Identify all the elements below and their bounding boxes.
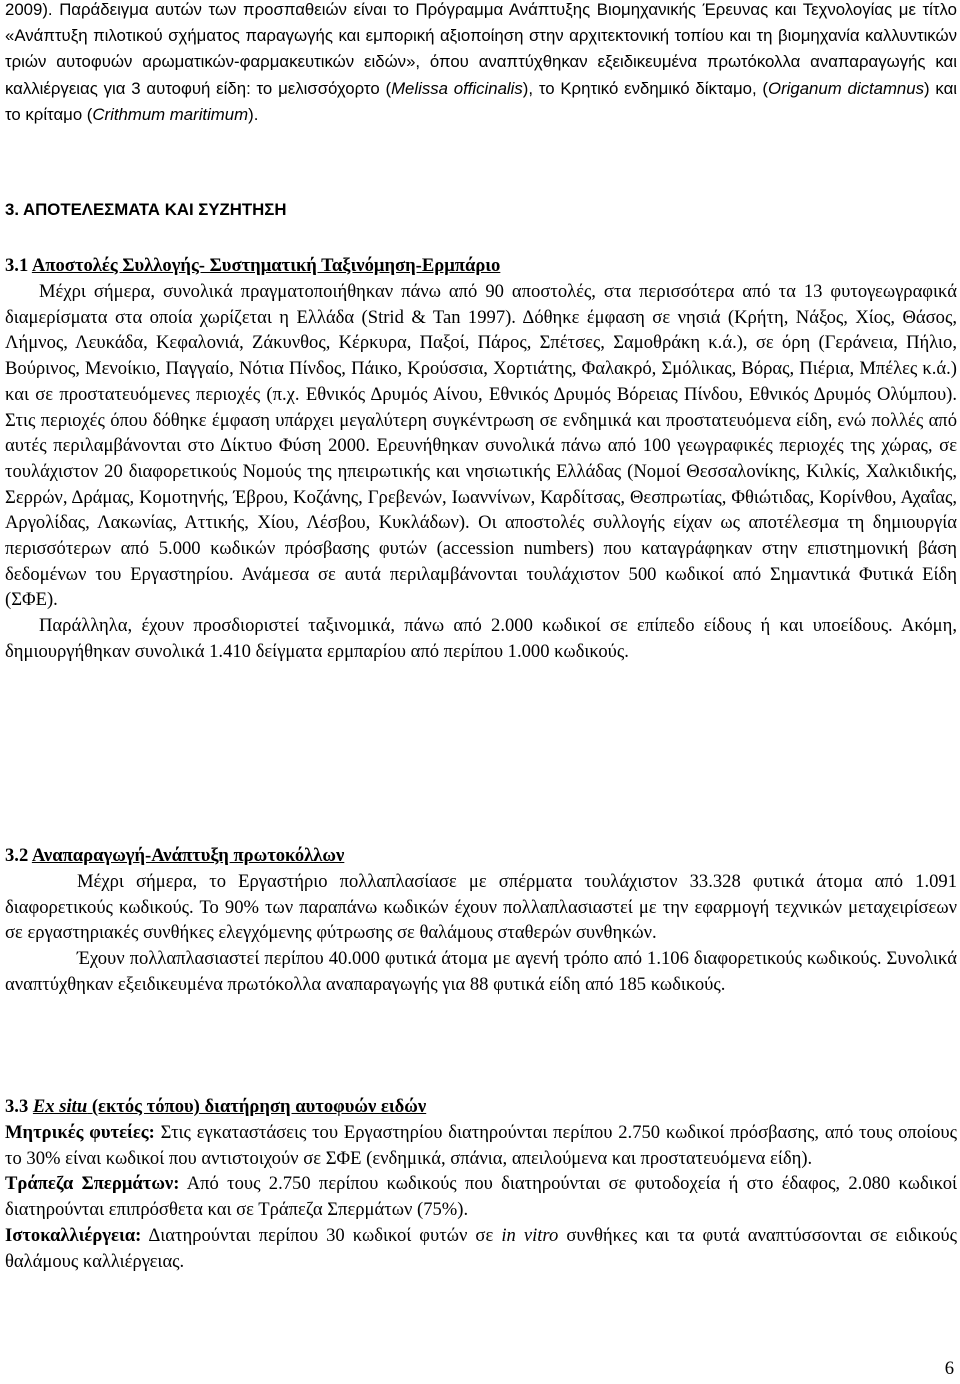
species-name: Crithmum maritimum: [92, 104, 249, 124]
subsection-number: 3.3: [5, 1096, 29, 1117]
intro-text: ), το Κρητικό ενδημικό δίκταμο, (: [522, 78, 769, 98]
paragraph-text-italic: in vitro: [501, 1224, 559, 1246]
subsection-title: Αναπαραγωγή-Ανάπτυξη πρωτοκόλλων: [31, 845, 345, 866]
subsection-body-3-1: [5, 279, 957, 665]
body-paragraph: Παράλληλα, έχουν προσδιοριστεί ταξινομικά, πάνω από 2.000 κωδικοί σε επίπεδο είδους ή και υποείδους. Ακόμη, δημιουργήθηκαν συνολικά 1.410 δείγματα ερμπαρίου από περίπου 1.000 κωδικούς.: [5, 615, 957, 662]
subsection-title-rest: (εκτός τόπου) διατήρηση αυτοφυών ειδών: [87, 1096, 427, 1117]
body-paragraph: [5, 1171, 957, 1222]
paragraph-label: Μητρικές φυτείες:: [5, 1122, 155, 1143]
subsection-body-3-3: [5, 1120, 957, 1274]
body-paragraph: [5, 1120, 957, 1171]
body-paragraph: Έχουν πολλαπλασιαστεί περίπου 40.000 φυτικά άτομα με αγενή τρόπο από 1.106 διαφορετικούς κωδικούς. Συνολικά αναπτύχθηκαν εξειδικευμένα πρωτόκολλα αναπαραγωγής για 88 φυτικά είδη από 185 κωδικούς.: [5, 948, 957, 995]
paragraph-text: Από τους 2.750 περίπου κωδικούς που διατηρούνται σε φυτοδοχεία ή στο έδαφος, 2.080 κωδικοί διατηρούνται επιπρόσθετα και σε Τράπεζα Σπερμάτων (75%).: [5, 1173, 958, 1221]
paragraph-text: συνθήκες και τα φυτά αναπτύσσονται σε ειδικούς θαλάμους καλλιέργειας.: [5, 1224, 957, 1272]
species-name: Origanum dictamnus: [768, 78, 924, 98]
subsection-title: Αποστολές Συλλογής- Συστηματική Ταξινόμηση-Ερμπάριο: [31, 255, 501, 276]
section-heading-results: 3. ΑΠΟΤΕΛΕΣΜΑΤΑ ΚΑΙ ΣΥΖΗΤΗΣΗ: [5, 200, 287, 219]
body-paragraph: Μέχρι σήμερα, το Εργαστήριο πολλαπλασίασε με σπέρματα τουλάχιστον 33.328 φυτικά άτομα από 1.091 διαφορετικούς κωδικούς. Το 90% των παραπάνω κωδικών έχουν πολλαπλασιαστεί με την εφαρμογή τεχνικών μεταχειρίσεων σε εργαστηριακές συνθήκες ελεγχόμενης φύτρωσης σε θαλάμους σταθερών συνθηκών.: [5, 871, 957, 944]
subsection-heading-3-2: [5, 843, 344, 869]
paragraph-label: Ιστοκαλλιέργεια:: [5, 1224, 142, 1246]
body-paragraph: [5, 1223, 957, 1274]
subsection-number: 3.1: [5, 255, 29, 276]
intro-paragraph: [5, 0, 957, 128]
intro-text: ) και το κρίταμο (: [5, 78, 958, 124]
paragraph-text: Στις εγκαταστάσεις του Εργαστηρίου διατηρούνται περίπου 2.750 κωδικοί πρόσβασης, από τους οποίους το 30% είναι κωδικοί που αντιστοιχούν σε ΣΦΕ (ενδημικά, σπάνια, απειλούμενα και προστατευόμενα είδη).: [5, 1122, 958, 1169]
subsection-title-italic: Ex situ: [32, 1096, 88, 1117]
intro-text: 2009). Παράδειγμα αυτών των προσπαθειών είναι το Πρόγραμμα Ανάπτυξης Βιομηχανικής Έρευνας και Τεχνολογίας με τίτλο «Ανάπτυξη πιλοτικού σχήματος παραγωγής και εμπορική αξιοποίηση στην αρχιτεκτονική τοπίου και τη βιομηχανία καλλυντικών τριών αυτοφυών αρωματικών-φαρμακευτικών ειδών», όπου αναπτύχθηκαν εξειδικευμένα πρωτόκολλα αναπαραγωγής και καλλιέργειας για 3 αυτοφυή είδη: το μελισσόχορτο (: [5, 0, 957, 98]
subsection-heading-3-3: [5, 1094, 426, 1120]
paragraph-text: Διατηρούνται περίπου 30 κωδικοί φυτών σε: [141, 1224, 502, 1246]
subsection-number: 3.2: [5, 845, 29, 866]
subsection-heading-3-1: [5, 253, 500, 279]
species-name: Melissa officinalis: [391, 78, 523, 98]
intro-text: ).: [248, 104, 259, 124]
subsection-title: [33, 1096, 426, 1117]
body-paragraph: Μέχρι σήμερα, συνολικά πραγματοποιήθηκαν πάνω από 90 αποστολές, στα περισσότερα από τα 13 φυτογεωγραφικά διαμερίσματα στα οποία χωρίζεται η Ελλάδα (Strid & Tan 1997). Δόθηκε έμφαση σε νησιά (Κρήτη, Νάξος, Χίος, Θάσος, Λήμνος, Λευκάδα, Κεφαλονιά, Ζάκυνθος, Κέρκυρα, Παξοί, Πάρος, Σπέτσες, Σαμοθράκη κ.ά.), σε όρη (Γεράνεια, Πήλιο, Βούρινος, Μενοίκιο, Παγγαίο, Νότια Πίνδος, Πάικο, Κρούσσια, Χορτιάτης, Φαλακρό, Σμόλικας, Βόρας, Πιέρια, Μπέλες κ.ά.) και σε προστατευόμενες περιοχές (π.χ. Εθνικός Δρυμός Αίνου, Εθνικός Δρυμός Βόρειας Πίνδου, Εθνικός Δρυμός Ολύμπου). Στις περιοχές όπου δόθηκε έμφαση υπάρχει μεγαλύτερη συγκέντρωση σε ενδημικά και προστατευόμενα είδη, ενώ πολλές από αυτές περιλαμβάνονται στο Δίκτυο Φύση 2000. Ερευνήθηκαν συνολικά πάνω από 100 γεωγραφικές περιοχές της χώρας, σε τουλάχιστον 20 διαφορετικούς Νομούς της ηπειρωτικής και νησιωτικής Ελλάδας (Νομοί Θεσσαλονίκης, Κιλκίς, Χαλκιδικής, Σερρών, Δράμας, Κομοτηνής, Έβρου, Κοζάνης, Γρεβενών, Ιωαννίνων, Καρδίτσας, Θεσπρωτίας, Φθιώτιδας, Κορίνθου, Αχαΐας, Αργολίδας, Λακωνίας, Αττικής, Χίου, Λέσβου, Κυκλάδων). Οι αποστολές συλλογής είχαν ως αποτέλεσμα τη δημιουργία περισσότερων από 5.000 κωδικών πρόσβασης φυτών (accession numbers) που καταγράφηκαν στην επιστημονική βάση δεδομένων του Εργαστηρίου. Ανάμεσα σε αυτά περιλαμβάνονται τουλάχιστον 500 κωδικοί από Σημαντικά Φυτικά Είδη (ΣΦΕ).: [5, 281, 957, 611]
subsection-body-3-2: [5, 869, 957, 998]
page-number: 6: [944, 1358, 954, 1379]
paragraph-label: Τράπεζα Σπερμάτων:: [5, 1173, 180, 1195]
